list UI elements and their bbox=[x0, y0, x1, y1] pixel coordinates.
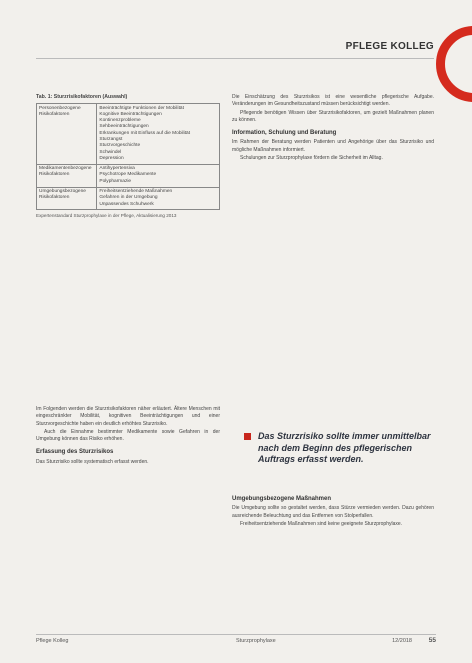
table-category: Umgebungsbezogene Risikofaktoren bbox=[37, 187, 97, 210]
table-item: Sturzvorgeschichte bbox=[99, 143, 141, 149]
paragraph: Freiheitsentziehende Maßnahmen sind keine geeignete Sturzprophylaxe. bbox=[240, 520, 403, 527]
table-row bbox=[37, 187, 220, 210]
risk-table-grid bbox=[36, 103, 220, 210]
table-item: Beeinträchtigte Funktionen der Mobilität bbox=[99, 105, 184, 111]
table-item: Polypharmazie bbox=[99, 178, 132, 184]
table-item: Sturzangst bbox=[99, 136, 123, 142]
table-item: Kognitive Beeinträchtigungen bbox=[99, 111, 162, 117]
risk-table bbox=[36, 94, 220, 410]
table-row bbox=[37, 164, 220, 187]
section-title: PFLEGE KOLLEG bbox=[345, 41, 434, 52]
footer-topic: Sturzprophylaxe bbox=[236, 638, 276, 644]
paragraph: Pflegende benötigen Wissen über Sturzrisikofaktoren, um gezielt Maßnahmen planen zu können. bbox=[232, 109, 434, 123]
pull-quote-text: Das Sturzrisiko sollte immer unmittelbar nach dem Beginn des pflegerischen Auftrags erfasst werden. bbox=[258, 431, 431, 464]
section-heading: Information, Schulung und Beratung bbox=[232, 130, 337, 137]
paragraph: Schulungen zur Sturzprophylaxe fördern die Sicherheit im Alltag. bbox=[240, 155, 383, 162]
table-item: Sehbeeinträchtigungen bbox=[99, 124, 149, 130]
pull-quote bbox=[244, 431, 432, 466]
table-item: Schwindel bbox=[99, 149, 122, 155]
section-heading: Erfassung des Sturzrisikos bbox=[36, 449, 114, 456]
paragraph: Die Einschätzung des Sturzrisikos ist eine wesentliche pflegerische Aufgabe. Veränderungen im Gesundheitszustand müssen berücksichtigt werden. bbox=[232, 94, 434, 108]
footer-journal: Pflege Kolleg bbox=[36, 638, 69, 644]
header-rule bbox=[36, 58, 434, 59]
table-item: Erkrankungen mit Einfluss auf die Mobilität bbox=[99, 130, 191, 136]
table-row bbox=[37, 104, 220, 165]
page-number: 55 bbox=[428, 637, 436, 644]
left-column-text bbox=[36, 406, 220, 467]
table-category: Personenbezogene Risikofaktoren bbox=[37, 104, 97, 165]
brand-arc bbox=[436, 26, 472, 102]
table-items bbox=[97, 187, 220, 210]
page-footer bbox=[36, 634, 436, 645]
table-item: Gefahren in der Umgebung bbox=[99, 195, 158, 201]
paragraph: Im Folgenden werden die Sturzrisikofaktoren näher erläutert. Ältere Menschen mit eingeschränkter Mobilität, kognitiven Beeinträchtigungen und einer Sturzvorgeschichte haben ein deutlich erhöhtes Sturzrisiko. bbox=[36, 406, 220, 427]
table-item: Antihypertensiva bbox=[99, 166, 135, 172]
table-items bbox=[97, 164, 220, 187]
paragraph: Das Sturzrisiko sollte systematisch erfasst werden. bbox=[36, 458, 149, 465]
table-item: Unpassendes Schuhwerk bbox=[99, 201, 154, 207]
table-items bbox=[97, 104, 220, 165]
table-footnote: Expertenstandard Sturzprophylaxe in der Pflege, Aktualisierung 2013 bbox=[36, 213, 177, 219]
paragraph: Im Rahmen der Beratung werden Patienten und Angehörige über das Sturzrisiko und mögliche Maßnahmen informiert. bbox=[232, 139, 434, 153]
table-item: Psychotrope Medikamente bbox=[99, 172, 157, 178]
paragraph: Auch die Einnahme bestimmter Medikamente sowie Gefahren in der Umgebung können das Risiko erhöhen. bbox=[36, 428, 220, 443]
paragraph: Die Umgebung sollte so gestaltet werden, dass Stürze vermieden werden. Dazu gehören ausreichende Beleuchtung und das Entfernen von Stolperfallen. bbox=[232, 505, 434, 519]
table-item: Depression bbox=[99, 155, 124, 161]
right-column-text bbox=[232, 94, 434, 163]
footer-date: 12/2018 bbox=[392, 638, 412, 644]
table-item: Kontinenzprobleme bbox=[99, 118, 141, 124]
table-item: Freiheitsentziehende Maßnahmen bbox=[99, 189, 173, 195]
square-bullet-icon bbox=[244, 433, 251, 440]
table-title: Tab. 1: Sturzrisikofaktoren (Auswahl) bbox=[36, 94, 128, 100]
section-heading: Umgebungsbezogene Maßnahmen bbox=[232, 496, 332, 502]
table-category: Medikamentenbezogene Risikofaktoren bbox=[37, 164, 97, 187]
right-column-lower-text bbox=[232, 490, 434, 529]
